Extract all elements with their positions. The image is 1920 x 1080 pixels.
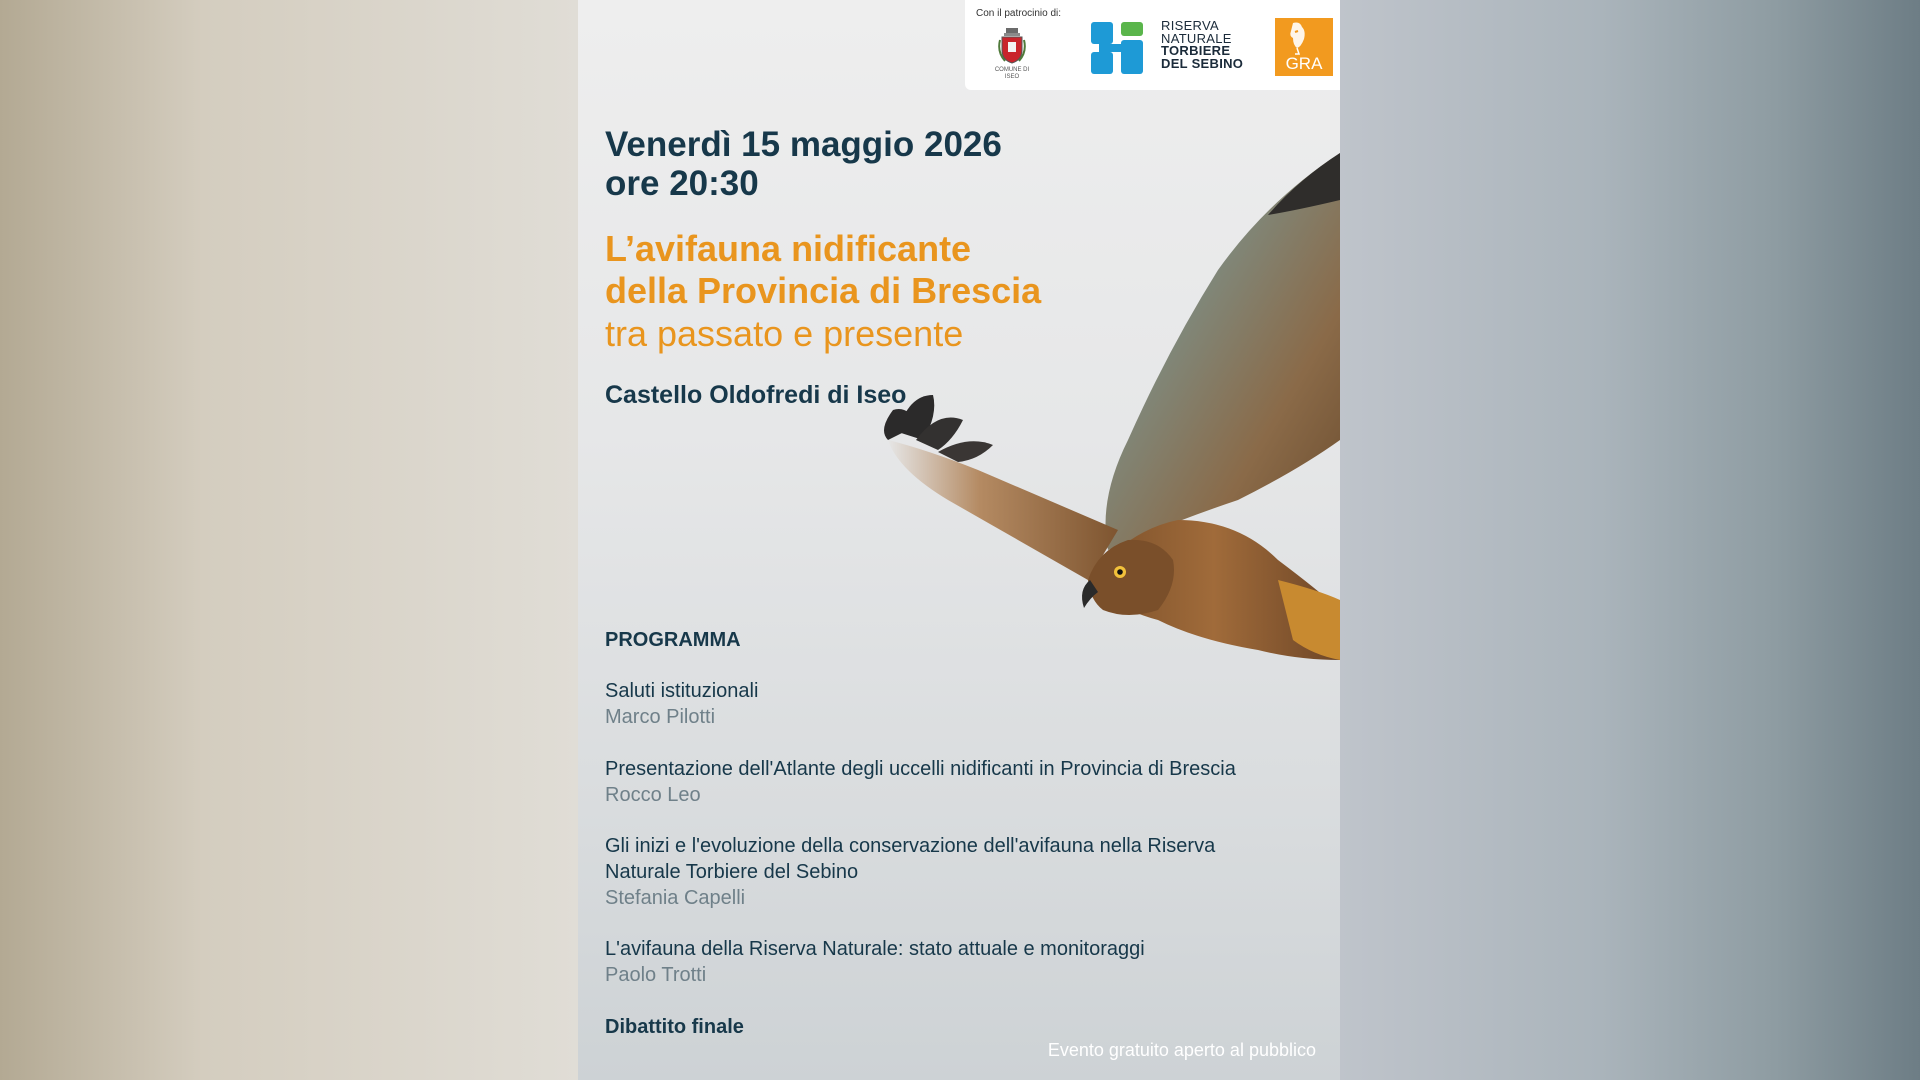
- gra-label: GRA: [1285, 54, 1323, 73]
- riserva-wordmark: [1161, 20, 1243, 70]
- program-item-title: Saluti istituzionali: [605, 680, 759, 702]
- event-poster: [578, 0, 1340, 1080]
- event-date: Venerdì 15 maggio 2026: [605, 125, 1002, 164]
- riserva-cross-icon: [1091, 22, 1143, 74]
- event-time: ore 20:30: [605, 164, 759, 203]
- program-item-title: Presentazione dell'Atlante degli uccelli nidificanti in Provincia di Brescia: [605, 758, 1236, 780]
- event-subtitle: tra passato e presente: [605, 313, 964, 354]
- comune-label: COMUNE DI ISEO: [994, 67, 1030, 80]
- gra-logo: [1275, 18, 1333, 76]
- program-item-title: Gli inizi e l'evoluzione della conservazione dell'avifauna nella Riserva: [605, 835, 1216, 857]
- program-item-speaker: Rocco Leo: [605, 784, 701, 806]
- program-item-speaker: Paolo Trotti: [605, 964, 707, 986]
- sponsor-box: [965, 0, 1340, 90]
- event-title-line2: della Provincia di Brescia: [605, 270, 1042, 311]
- sponsor-caption: Con il patrocinio di:: [976, 8, 1062, 19]
- footer-note: Evento gratuito aperto al pubblico: [1047, 1040, 1316, 1060]
- program-item-speaker: Marco Pilotti: [605, 706, 716, 728]
- program-item-title-cont: Naturale Torbiere del Sebino: [605, 861, 859, 883]
- riserva-line3: TORBIERE: [1161, 43, 1231, 58]
- program-item-title: L'avifauna della Riserva Naturale: stato attuale e monitoraggi: [605, 938, 1145, 960]
- riserva-line4: DEL SEBINO: [1161, 55, 1244, 71]
- program-heading: PROGRAMMA: [605, 629, 741, 651]
- riserva-line2: NATURALE: [1161, 30, 1232, 46]
- event-venue: Castello Oldofredi di Iseo: [605, 381, 907, 409]
- backdrop-left: [0, 0, 578, 1080]
- riserva-line1: RISERVA: [1161, 18, 1219, 33]
- backdrop-right: [1340, 0, 1920, 1080]
- harrier-bird-illustration: [798, 140, 1340, 700]
- program-item-speaker: Stefania Capelli: [605, 887, 746, 909]
- event-title-line1: L’avifauna nidificante: [605, 228, 972, 269]
- program-final: Dibattito finale: [605, 1016, 744, 1038]
